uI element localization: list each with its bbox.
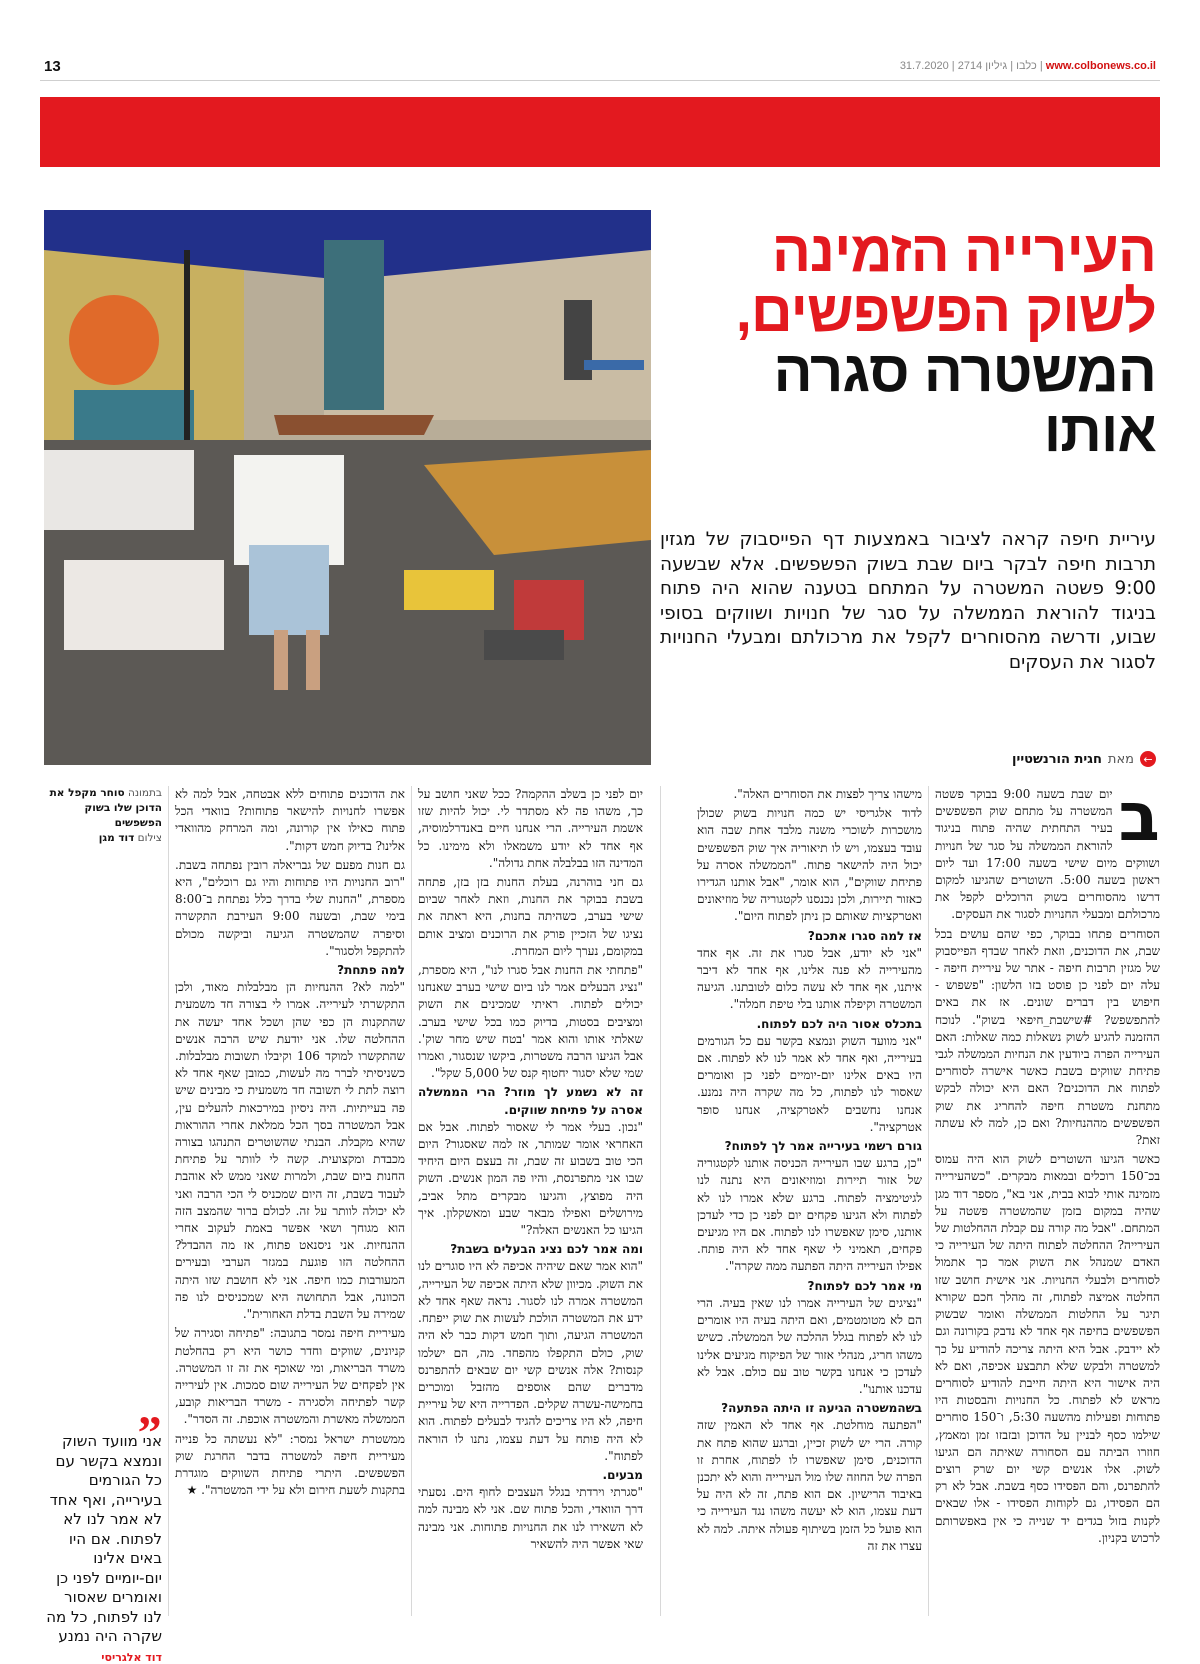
masthead: www.colbonews.co.il | כלבו | גיליון 2714 | 31.7.2020 bbox=[899, 60, 1156, 72]
pull-quote bbox=[44, 1382, 162, 1664]
interview-question: אז למה סגרו אתכם? bbox=[807, 928, 922, 943]
article-headline bbox=[666, 219, 1156, 464]
arrow-left-icon: ← bbox=[1140, 751, 1156, 767]
body-paragraph: ממשטרת ישראל נמסר: "לא נעשתה כל פנייה מעיריית חיפה למשטרה בדבר החרגת שוק הפשפשים. היתרי פתיחת השווקים מוגדרת בתקנות לשעת חירום ולא על ידי המשטרה". ★ bbox=[175, 1431, 405, 1498]
photo-credit-name: דוד מגן bbox=[98, 832, 135, 844]
body-paragraph: "סגרתי וירדתי בגלל העצבים לחוף הים. נסעתי דרך הוואדי, והכל פתוח שם. אני לא מבינה למה לא השאירו לנו את החנויות פתוחות. אני מבינה שאי אפשר היה להשאיר bbox=[418, 1485, 643, 1551]
quote-mark-icon: „ bbox=[138, 1382, 162, 1435]
headline-red: העירייה הזמינה לשוק הפשפשים, bbox=[735, 219, 1156, 344]
body-column-3 bbox=[418, 786, 643, 1616]
caption-label: בתמונה bbox=[127, 787, 162, 799]
column-divider bbox=[411, 786, 412, 1616]
issue-number: גיליון 2714 bbox=[957, 60, 1008, 72]
body-paragraph: "כן, ברגע שבו העירייה הכניסה אותנו לקטגוריה של אזור תיירות ומוזיאונים היא נתנה לנו לגיטימציה לפתוח. ברגע שלא אמרו לנו לא לפתוח ולא הגיעו פקחים יום לפני כן כדי לעדכן אותנו, סימן שאפשרו לנו לפתוח. אם היו מגיעים פקחים, תאמיני לי שאף אחד לא היה פותח. אפילו העירייה היתה הפתעה ממה שקרה". bbox=[697, 1156, 922, 1274]
body-column-2 bbox=[697, 786, 922, 1616]
issue-date: 31.7.2020 bbox=[899, 60, 949, 72]
red-banner bbox=[40, 97, 1160, 167]
body-paragraph: את הדוכנים פתוחים ללא אבטחה, אבל למה לא אפשרו לחנויות להישאר פתוחות? בוואדי הכל פתוח כאילו אין קורונה, ומה המרחק מהוואדי אלינו? בדיוק חמש דקות". bbox=[175, 787, 405, 853]
body-paragraph: לדוד אלגריסי יש כמה חנויות בשוק שכולן מושכרות לשוכרי משנה מלבד אחת שבה הוא עובד בעצמו, ויש לו תיאוריה איך שוק הפשפשים יכול היה להישאר פתוח. "הממשלה אסרה על פתיחת שווקים", הוא אומר, "אבל אותנו הגדירו כאזור תיירות, ולכן נכנסנו לקטגוריה של מוזיאונים ואטרקציות שאותם כן ניתן לפתוח היום". bbox=[697, 806, 922, 924]
body-paragraph: "נכון. בעלי אמר לי שאסור לפתוח. אבל אם האחראי אומר שמותר, אז למה שאסגור? היום הכי טוב בשבוע זה שבת, זה בעצם היום היחיד שבו אני מתפרנסת, והיו פה המון אנשים. השוק היה מפוצץ, והגיעו מבקרים מתל אביב, מירושלים ואפילו מבאר שבע ומאשקלון. איך הגיעו כל האנשים האלה?" bbox=[418, 1119, 643, 1238]
body-paragraph: כאשר הגיעו השוטרים לשוק הוא היה עמוס בכ־150 רוכלים ובמאות מבקרים. "כשהעירייה מזמינה אותי לבוא בבית, אני בא", מספר דוד מגן שהיה במקום בזמן שהמשטרה פשטה על המתחם. "אבל מה קורה עם קבלת ההחלטות של העירייה? ההחלטה לפתוח היתה של העירייה כי האדם שמנהל את השוק אמר כך אתמול לסוחרים ולבעלי החנויות. אני אישית חושב שזו החלטה אמיצה לפתוח, זה מהלך חכם שקורא תיגר על החלטות הממשלה ואומר שבשוק הפשפשים בחיפה אף אחד לא נדבק בקורונה וגם לא יידבק. אבל היא היתה צריכה להודיע על כך למשטרה ולבקש שלא תתבצע אכיפה, ואם לא היה אישור היא היתה חייבת להודיע לסוחרים מראש לא לפתוח. כל החנויות והבסטות היו פתוחות ופעילות מהשעה 5:30, ו־150 סוחרים שילמו כסף לבניין על הדוכן ובזבזו זמן ומאמץ, חוזרו הביתה עם הסחורה שאיתה הם הגיעו לשוק. אלו אנשים קשי יום שרק רוצים להתפרנס, והם הפסידו כסף בשבת. אבל לא רק הם הפסידו, גם לקוחות הפסידו - אלו שבאים לקנות בזול בגדים יד שנייה כי אין באפשרותם לרכוש בקניון. bbox=[935, 1152, 1160, 1545]
interview-question: למה פתחת? bbox=[337, 963, 405, 978]
interview-question: מי אמר לכם לפתוח? bbox=[807, 1278, 922, 1293]
byline bbox=[1012, 751, 1156, 767]
interview-question: גורם רשמי בעירייה אמר לך לפתוח? bbox=[724, 1139, 922, 1154]
body-paragraph: "הוא אמר שאם שיהיה אכיפה לא היו סוגרים לנו את השוק. מכיוון שלא היתה אכיפה של העירייה, המשטרה אמרה לנו לסגור. נראה שאף אחד לא ידע את המשטרה הולכת לעשות את שוק ייפתח. המשטרה הגיעה, ותוך חמש דקות כבר לא היה שוק, כולם התקפלו מהפחד. מה, הם ישלמו קנסות? אלה אנשים קשי יום שבאים להתפרנס מדברים שהם אוספים מהזבל ומוכרים בחמישה-עשרה שקלים. הפדרייה היא של עיריית חיפה, לא היו צריכים להגיד לבעלים לפתוח. הוא לא היה פותח על דעת עצמו, נתנו לו הוראה לפתוח". bbox=[418, 1259, 643, 1463]
page-number: 13 bbox=[44, 58, 61, 75]
caption-subject: סוחר מקפל את הדוכן שלו בשוק הפשפשים bbox=[49, 787, 162, 829]
column-divider bbox=[660, 786, 661, 1616]
body-column-4 bbox=[175, 786, 405, 1616]
body-paragraph: יום שבת בשעה 9:00 בבוקר פשטה המשטרה על מתחם שוק הפשפשים בעיר התחתית שהיה פתוח בניגוד להוראת הממשלה על סגר של חנויות ושווקים מיום שישי בשעה 17:00 ועד ליום ראשון בשעה 5:00. השוטרים שהגיעו למקום דרשו מהסוחרים בשוק הרוכלים לקפל את מרכולתם ומבעלי החנויות לסגור את העסקים. bbox=[935, 787, 1161, 922]
column-divider bbox=[168, 786, 169, 1616]
article-photo bbox=[44, 210, 651, 765]
body-paragraph: "אני מוועד השוק ונמצא בקשר עם כל הגורמים בעירייה, ואף אחד לא אמר לנו לא לפתוח. אם היו באים אלינו יום-יומיים לפני כן ואומרים שאסור לנו לפתוח, כל מה שקרה היה נמנע. אנחנו נחשבים לאטרקציה, אנחנו סופר אטרקציה". bbox=[697, 1033, 922, 1134]
interview-question: בשהמשטרה הגיעה זו היתה הפתעה? bbox=[721, 1401, 922, 1416]
body-paragraph: יום לפני כן בשלב ההקמה? ככל שאני חושב על כך, משהו פה לא מסתדר לי. יכול להיות שזו אשמת העירייה. הרי אנחנו חיים באנדרלמוסיה, אף אחד לא יודע משמאלו ולא מימינו. כל המדינה הזו בבלבלה אחת גדולה". bbox=[418, 787, 643, 870]
photo-caption bbox=[44, 786, 162, 846]
dropcap: ב bbox=[1118, 778, 1160, 857]
interview-question: מבעים. bbox=[602, 1467, 643, 1482]
body-paragraph: גם חנות מפעם של גבריאלה רובין נפתחה בשבת. "רוב החנויות היו פתוחות והיו גם רוכלים", היא מספרת, "החנות שלי בדרך כלל נפתחת ב־8:00 בימי שבת, ובשעה 9:00 העירבת התקשרה וסיפרה שהמשטרה הגיעה וביקשה מכולם להתקפל ולסגור". bbox=[175, 857, 405, 958]
byline-prefix: מאת bbox=[1107, 751, 1134, 767]
pull-quote-text: אני מוועד השוק ונמצא בקשר עם כל הגורמים בעירייה, ואף אחד לא אמר לנו לא לפתוח. אם היו באים אלינו יום-יומיים לפני כן ואומרים שאסור לנו לפתוח, כל מה שקרה היה נמנע bbox=[46, 1432, 162, 1645]
body-paragraph: גם חני בוהרנה, בעלת החנות בזן בזן, פתחה בשבת בבוקר את החנות, וזאת לאחר שביום שישי בערב, כשהיתה בחנות, היא ראתה את נציגו של הזכיין פורק את הרוכנים ומציב אותם במקומם, נערך ליום המחרת. bbox=[418, 875, 643, 958]
column-divider bbox=[928, 786, 929, 1616]
body-paragraph: "אני לא יודע, אבל סגרו את זה. אף אחד מהעירייה לא פנה אלינו, אף אחד לא דיבר איתנו, אף אחד לא עשה כלום לטובתנו. הגיעה המשטרה וקיפלה אותנו בלי טיפת חמלה". bbox=[697, 945, 922, 1012]
interview-question: בתכלס אסור היה לכם לפתוח. bbox=[756, 1016, 922, 1031]
body-paragraph: "פתחתי את החנות אבל סגרו לנו", היא מספרת, "נציג הבעלים אמר לנו ביום שישי בערב שאנחנו יכולים לפתוח. ראיתי שמכינים את השוק ומציבים בסטות, בדיוק כמו בכל שישי בערב. שאלתי אותו והוא אמר 'בטח שיש מחר שוק'. אבל הגיעו הרבה משטרות, ביקשו שנסגור, ואמרו שמי שלא יסגור יחטוף קנס של 5,000 שקל". bbox=[418, 963, 643, 1081]
interview-question: ומה אמר לכם נציג הבעלים בשבת? bbox=[450, 1242, 643, 1257]
byline-author: חגית הורנשטיין bbox=[1012, 751, 1102, 767]
pull-quote-attribution: דוד אלגריסי bbox=[101, 1650, 162, 1664]
body-paragraph: הסוחרים פתחו בבוקר, כפי שהם עושים בכל שבת, את הדוכנים, וזאת לאחר שבדף הפייסבוק של מגזין תרבות חיפה - אתר של עיריית חיפה - עלה יום לפני כן פוסט בזו הלשון: "פשפוש - חיפוש בין דברים שונים. אז את באים להתפשפש? #שישבת_חיפאי בשוק". לנוכח ההזמנה להגיע לשוק נשאלות כמה שאלות: האם העירייה הפרה ביודעין את הנחיות הממשלה לגבי פתיחת שווקים בשבת כאשר אישרה לסוחרים לפתוח את הדוכנים? האם היא יכולה לבקש מתחנת משטרת חיפה להחריג את שוק הפשפשים מההנחיות? ואם כן, למה לא עשתה זאת? bbox=[935, 926, 1160, 1148]
body-paragraph: מישהו צריך לפצות את הסוחרים האלה". bbox=[733, 787, 922, 801]
photo-credit-label: צילום bbox=[137, 832, 162, 844]
headline-black: המשטרה סגרה אותו bbox=[773, 339, 1156, 464]
interview-question: זה לא נשמע לך מוזר? הרי הממשלה אסרה על פתיחת שווקים. bbox=[418, 1085, 643, 1117]
header-rule bbox=[40, 80, 1160, 81]
publication-name: כלבו bbox=[1016, 60, 1037, 72]
body-paragraph: "הפתעה מוחלטת. אף אחד לא האמין שזה קורה. הרי יש לשוק זכיין, וברגע שהוא פתח את הדוכנים, סימן שאפשרו לו לפתוח, אחרת זו הפרה של החוזה שלו מול העירייה והוא לא יתכנן באיבוד הרישיון. אם הוא פתח, זה לא היה על דעת עצמו, הוא לא יעשה משהו נגד העירייה כי הוא פועל כל הזמן בשיתוף פעולה איתה. למה לא עצרו את זה bbox=[697, 1418, 922, 1553]
body-paragraph: "נציגים של העירייה אמרו לנו שאין בעיה. הרי הם לא מטומטמים, ואם היתה בעיה היו אומרים לנו לא לפתוח בגלל ההלכה של הממשלה. כשיש משהו חריג, מנהלי אזור של הפיקוח מגיעים אלינו לעדכן כי אנחנו בקשר טוב עם כולם. אבל לא עדכנו אותנו". bbox=[697, 1295, 922, 1396]
body-column-1 bbox=[935, 778, 1161, 1616]
body-paragraph: "למה לא? ההנחיות הן מבלבלות מאוד, ולכן התקשרתי לעירייה. אמרו לי בצורה חד משמעית שהתקנות הן כפי שהן ושכל אחד יעשה את ההחלטה שלו. אני יודעת שיש הרבה אנשים שהתקשרו למוקד 106 וקיבלו תשובות מבלבלות. כשניסיתי לברר מה לעשות, כמובן שאף אחד לא רוצה לתת לי תשובה חד משמעית כי מבינים שיש פה בעייתיות. היה ניסיון במירכאות להעלים עין, אבל המשטרה בסך הכל ממלאת אחרי ההוראות שהיא מקבלת. הבנתי שהשוטרים התנהגו בצורה מכבדת ומקצועית. קשה לי לוותר על פתיחת החנות ביום שבת, ולמרות שאני ממש לא אוהבת לעבוד בשבת, זה היום שמכניס לי הכי הרבה ואני לא יכולה לוותר על זה. לכולם ברור שהמצב הזה הוא מגוחך ושאי אפשר באמת לעקוב אחרי ההנחיות. אני ניסנאט פתוח, אז מה ההבדל? ההחלטה הזו פוגעת במגזר הערבי ובעירים המעורבות כמו חיפה. אני לא חושבת שזו היתה הכוונה, אבל התחושה היא שמכניסים לנו פה שמירה על השבת בדלת האחורית". bbox=[175, 980, 406, 1322]
website-link[interactable]: www.colbonews.co.il bbox=[1045, 60, 1156, 72]
body-paragraph: מעיריית חיפה נמסר בתגובה: "פתיחה וסגירה של קניונים, שווקים וחדר כושר היא רק בהחלטת משרד הבריאות, ומי שאוכף את זה זו המשטרה. אין לפקחים של העירייה שום סמכות. אין לעירייה קשר לפתיחה ולסגירה - משרד הבריאות קובע, הממשלה מאשרת והמשטרה אוכפת. זה הסדר". bbox=[175, 1326, 405, 1427]
article-lead: עיריית חיפה קראה לציבור באמצעות דף הפייסבוק של מגזין תרבות חיפה לבקר ביום שבת בשוק הפשפשים. אלא שבשעה 9:00 פשטה המשטרה על המתחם בטענה שהוא היה פתוח בניגוד להוראת הממשלה על סגר של חנויות ושווקים בסופי שבוע, ודרשה מהסוחרים לקפל את מרכולתם ומבעלי החנויות לסגור את העסקים bbox=[660, 529, 1156, 673]
